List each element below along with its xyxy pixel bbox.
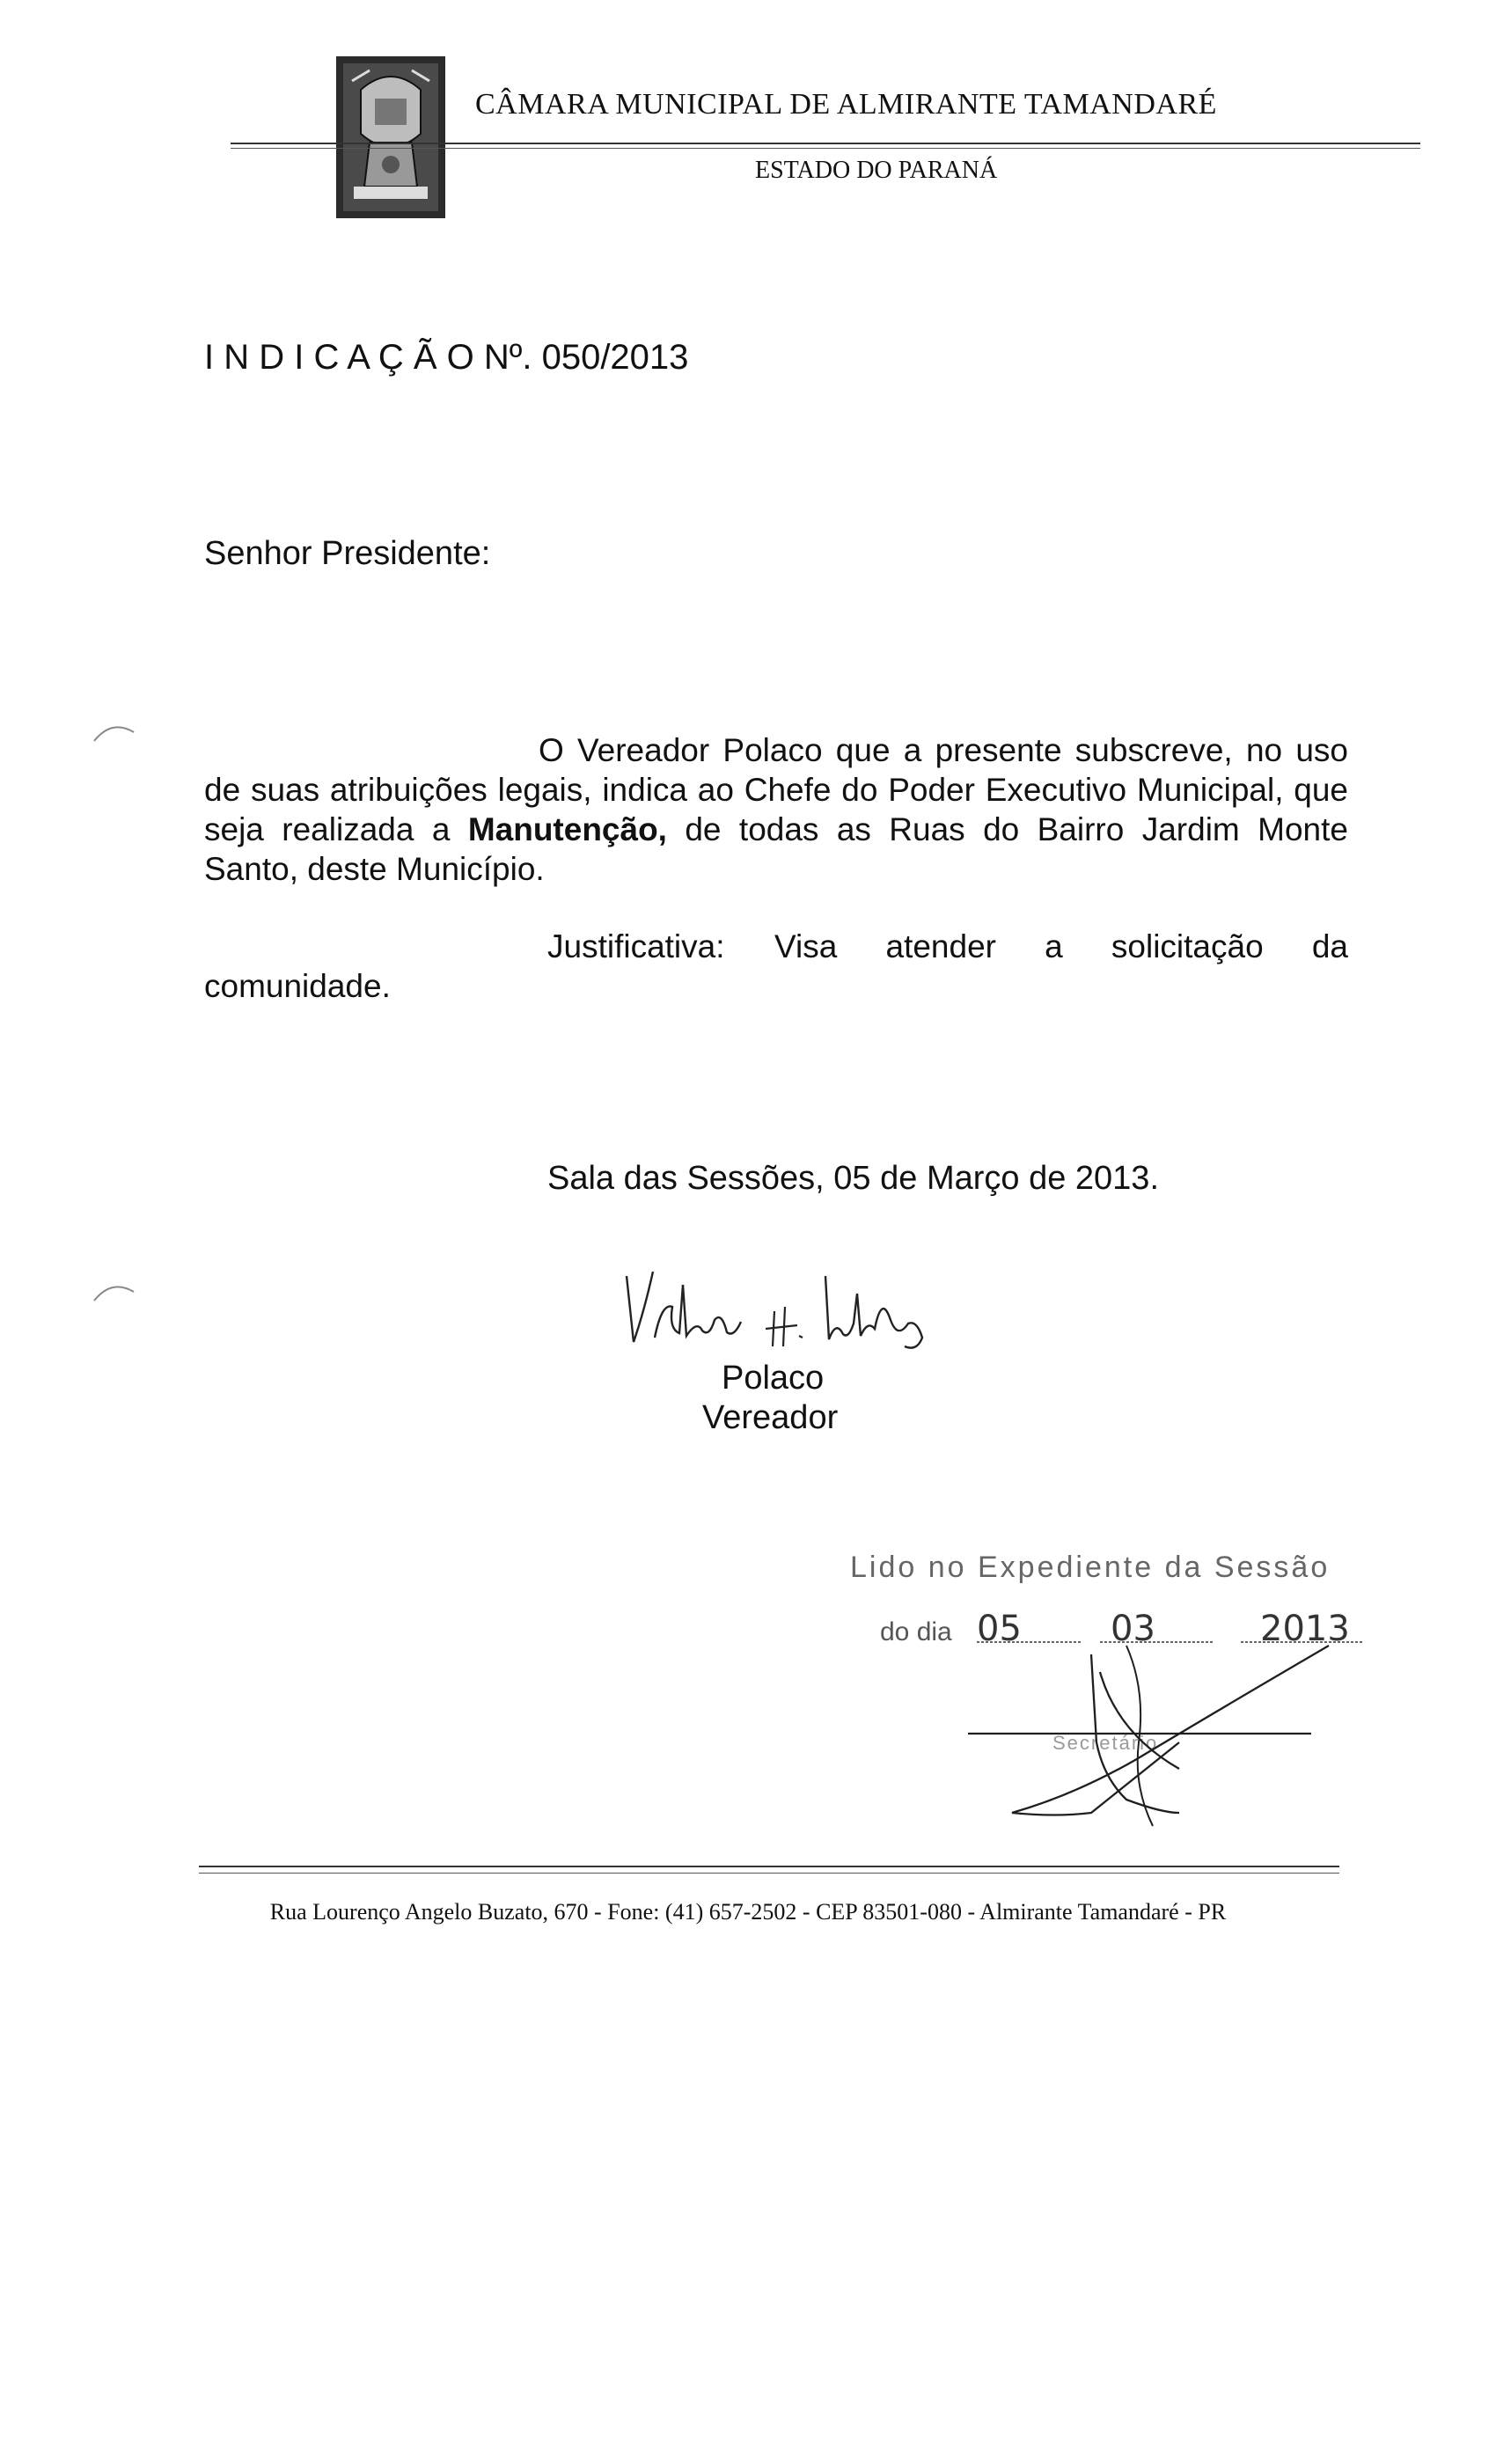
signer-name: Polaco	[722, 1360, 825, 1397]
punch-hole-mark	[90, 1274, 143, 1309]
justification-label: Justificativa:	[547, 928, 725, 964]
header-divider	[231, 143, 1420, 144]
salutation: Senhor Presidente:	[204, 535, 491, 572]
punch-hole-mark	[90, 715, 143, 750]
institution-name: CÂMARA MUNICIPAL DE ALMIRANTE TAMANDARÉ	[475, 88, 1217, 121]
stamp-day: 05	[977, 1609, 1022, 1649]
coat-of-arms-logo	[334, 55, 447, 220]
body-bold-term: Manutenção,	[467, 811, 667, 847]
stamp-year: 2013	[1260, 1609, 1350, 1649]
stamp-secretary-label: Secretário	[1052, 1732, 1159, 1754]
signer-role: Vereador	[702, 1399, 839, 1436]
stamp-month: 03	[1111, 1609, 1155, 1649]
justification-text: Visa atender a solicitação da	[774, 928, 1348, 964]
body-intro: O Vereador Polaco que a presente subscreve, no uso de suas atribuições legais, indica ao Chefe do Poder Executivo Municipal, que seja realizada a	[204, 732, 1348, 847]
footer-divider	[199, 1866, 1339, 1867]
footer-address: Rua Lourenço Angelo Buzato, 670 - Fone: (41) 657-2502 - CEP 83501-080 - Almirante Tamandaré - PR	[269, 1899, 1227, 1925]
state-name: ESTADO DO PARANÁ	[755, 157, 998, 184]
body-rest: de todas as Ruas do Bairro Jardim Monte Santo, deste Município.	[204, 811, 1348, 887]
body-paragraph	[204, 730, 1348, 889]
header-divider-thin	[231, 148, 1420, 149]
stamp-rubric-signature	[915, 1637, 1338, 1830]
stamp-date-label: do dia	[880, 1617, 952, 1646]
stamp-reading-text: Lido no Expediente da Sessão	[850, 1551, 1331, 1584]
closing-line: Sala das Sessões, 05 de Março de 2013.	[547, 1160, 1160, 1197]
justification-end: comunidade.	[204, 968, 391, 1004]
document-number: I N D I C A Ç Ã O Nº. 050/2013	[204, 338, 689, 377]
footer-divider-thin	[199, 1873, 1339, 1874]
